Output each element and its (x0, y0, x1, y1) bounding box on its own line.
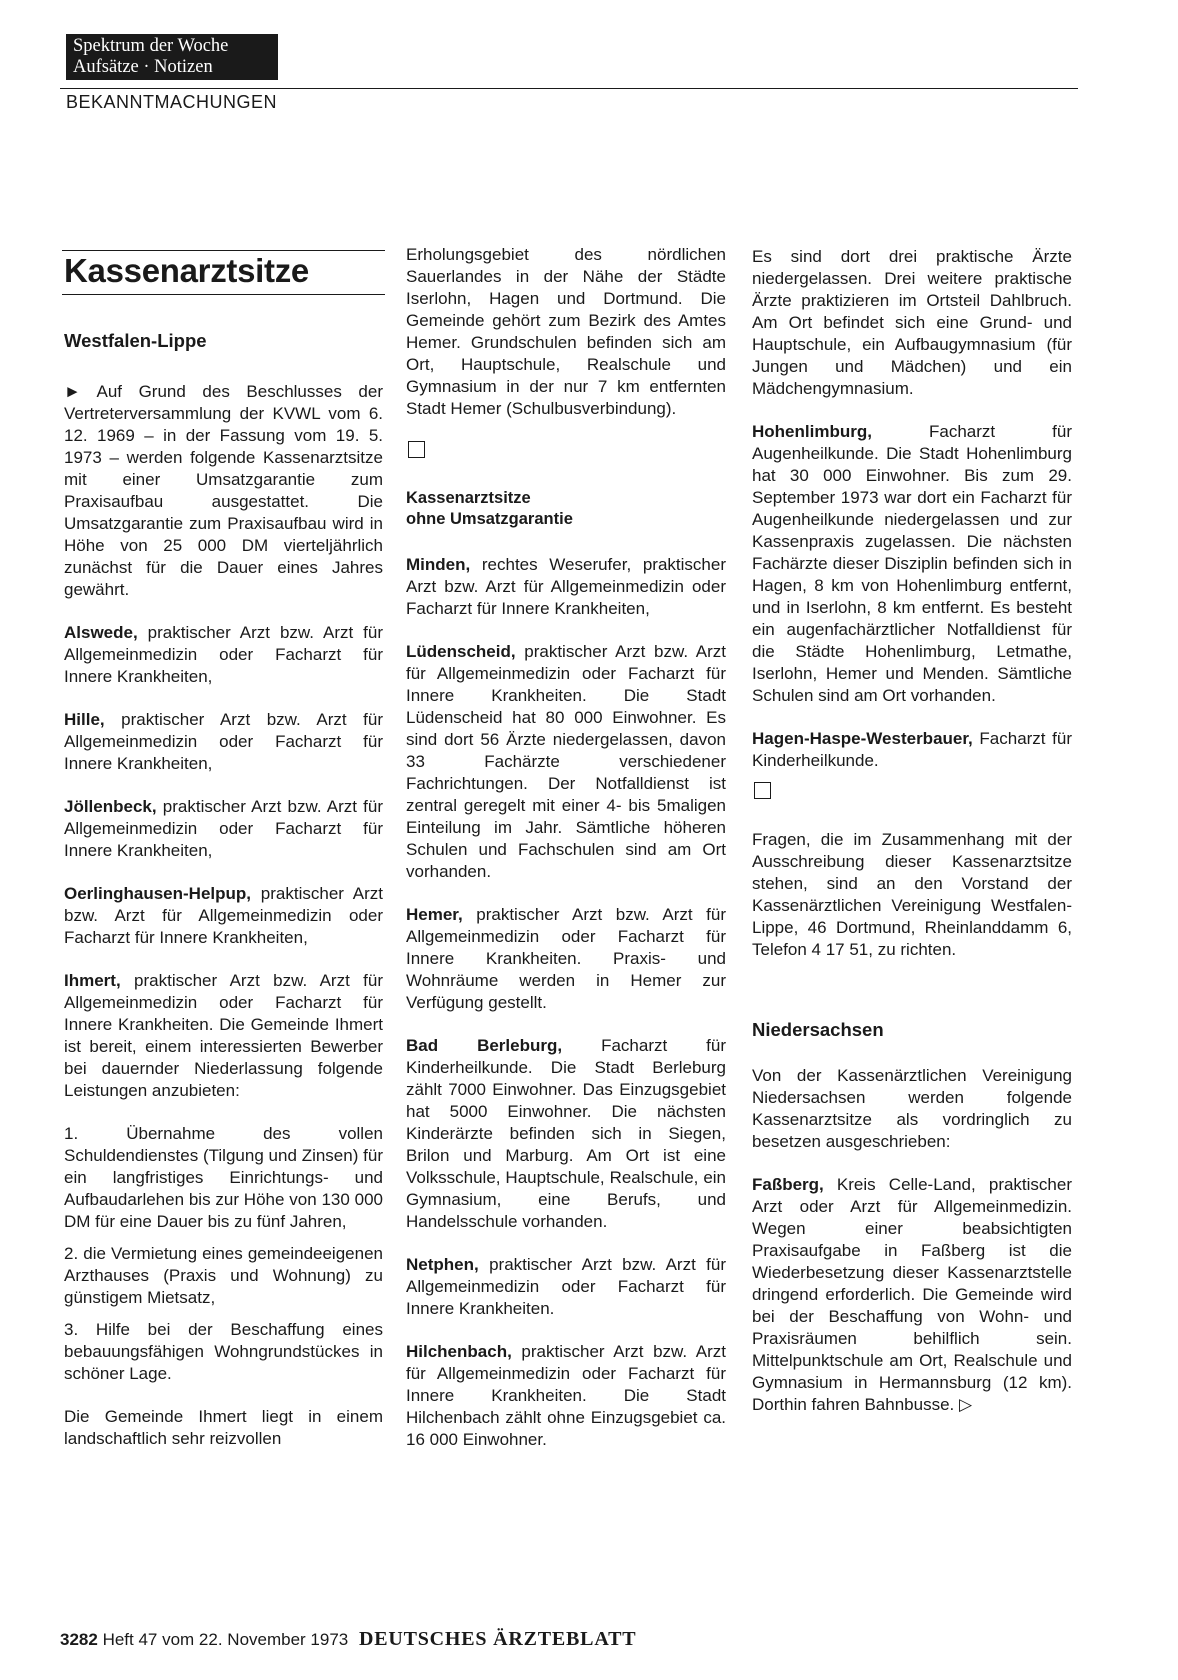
top-rule (60, 88, 1078, 89)
closing-paragraph: Die Gemeinde Ihmert liegt in einem landschaftlich sehr reizvollen (64, 1407, 383, 1448)
publication-name: DEUTSCHES ÄRZTEBLATT (358, 1628, 637, 1650)
list-item: 2. die Vermietung eines gemeindeeigenen Arzthauses (Praxis und Wohnung) zu günstigem Mietsatz, (64, 1244, 383, 1307)
subhead-niedersachsen: Niedersachsen (752, 1019, 884, 1040)
entry: Ihmert, praktischer Arzt bzw. Arzt für Allgemeinmedizin oder Facharzt für Innere Krankheiten. Die Gemeinde Ihmert ist bereit, einem interessierten Bewerber bei dauernder Niederlassung folgende Leistungen anzubieten: (64, 971, 383, 1100)
questions-paragraph: Fragen, die im Zusammenhang mit der Ausschreibung dieser Kassenarztsitze stehen, sind an den Vorstand der Kassenärztlichen Vereinigung Westfalen-Lippe, 46 Dortmund, Rheinlanddamm 6, Telefon 4 17 51, zu richten. (752, 830, 1072, 959)
page-footer (60, 1628, 636, 1651)
title-rule-top (62, 250, 385, 251)
entry: Alswede, praktischer Arzt bzw. Arzt für Allgemeinmedizin oder Facharzt für Innere Krankheiten, (64, 623, 383, 686)
entry: Netphen, praktischer Arzt bzw. Arzt für Allgemeinmedizin oder Facharzt für Innere Krankheiten. (406, 1255, 726, 1318)
square-divider-icon (408, 441, 425, 458)
entry: Hille, praktischer Arzt bzw. Arzt für Allgemeinmedizin oder Facharzt für Innere Krankheiten, (64, 710, 383, 773)
entry: Hemer, praktischer Arzt bzw. Arzt für Allgemeinmedizin oder Facharzt für Innere Krankheiten. Praxis- und Wohnräume werden in Hemer zur Verfügung gestellt. (406, 905, 726, 1012)
entry: Hagen-Haspe-Westerbauer, Facharzt für Kinderheilkunde. (752, 729, 1072, 770)
header-box-line1: Spektrum der Woche (73, 36, 229, 56)
entry: Minden, rechtes Weserufer, praktischer Arzt bzw. Arzt für Allgemeinmedizin oder Facharzt für Innere Krankheiten, (406, 555, 726, 618)
header-box-line2: Aufsätze · Notizen (73, 57, 213, 77)
continuation-paragraph: Es sind dort drei praktische Ärzte niedergelassen. Drei weitere praktische Ärzte praktizieren im Ortsteil Dahlbruch. Am Ort befindet sich eine Grund- und Hauptschule, ein Aufbaugymnasium (für Jungen und Mädchen) und ein Mädchengymnasium. (752, 247, 1072, 398)
title-rule-bottom (62, 294, 385, 295)
column-3 (752, 246, 1072, 1437)
section-label: BEKANNTMACHUNGEN (66, 92, 278, 112)
subhead-westfalen-lippe: Westfalen-Lippe (64, 330, 207, 351)
triangle-bullet-icon: ► (64, 382, 81, 401)
continuation-paragraph: Erholungsgebiet des nördlichen Sauerlandes in der Nähe der Städte Iserlohn, Hagen und Dortmund. Die Gemeinde gehört zum Bezirk des Amtes Hemer. Grundschulen befinden sich am Ort, Hauptschule, Realschule und Gymnasium in der nur 7 km entfernten Stadt Hemer (Schulbusverbindung). (406, 245, 726, 418)
list-item: 3. Hilfe bei der Beschaffung eines bebauungsfähigen Wohngrundstückes in schöner Lage. (64, 1320, 383, 1383)
section-header-box (66, 34, 278, 80)
issue-info: Heft 47 vom 22. November 1973 (102, 1630, 349, 1649)
list-item: 1. Übernahme des vollen Schuldendienstes (Tilgung und Zinsen) für ein langfristiges Einrichtungs- und Aufbaudarlehen bis zur Höhe von 130 000 DM für eine Dauer bis zu fünf Jahren, (64, 1124, 383, 1231)
square-divider-icon (754, 782, 771, 799)
page-title: Kassenarztsitze (64, 252, 309, 289)
entry: Hohenlimburg, Facharzt für Augenheilkunde. Die Stadt Hohenlimburg hat 30 000 Einwohner. Bis zum 29. September 1973 war dort ein Facharzt für Augenheilkunde niedergelassen und zur Kassenpraxis zugelassen. Die nächsten Fachärzte dieser Disziplin befinden sich in Hagen, 8 km von Hohenlimburg entfernt, und in Iserlohn, 8 km entfernt. Es besteht ein augenfachärztlicher Notfalldienst für die Städte Hohenlimburg, Letmathe, Iserlohn, Hemer und Menden. Sämtliche Schulen sind am Ort vorhanden. (752, 422, 1072, 705)
entry: Bad Berleburg, Facharzt für Kinderheilkunde. Die Stadt Berleburg zählt 7000 Einwohner. Das Einzugsgebiet hat 5000 Einwohner. Die nächsten Kinderärzte befinden sich in Siegen, Brilon und Marburg. Am Ort ist eine Volksschule, Hauptschule, Realschule, ein Gymnasium, eine Berufs, und Handelsschule vorhanden. (406, 1036, 727, 1231)
niedersachsen-intro: Von der Kassenärztlichen Vereinigung Niedersachsen werden folgende Kassenarztsitze als vordringlich zu besetzen ausgeschrieben: (752, 1066, 1072, 1151)
subhead-ohne-umsatzgarantie: Kassenarztsitze ohne Umsatzgarantie (406, 489, 573, 528)
entry: Oerlinghausen-Helpup, praktischer Arzt bzw. Arzt für Allgemeinmedizin oder Facharzt für Innere Krankheiten, (64, 884, 383, 947)
entry: Faßberg, Kreis Celle-Land, praktischer Arzt oder Arzt für Allgemeinmedizin. Wegen einer beabsichtigten Praxisaufgabe in Faßberg ist die Wiederbesetzung dieser Kassenarztstelle dringend erforderlich. Die Gemeinde wird bei der Beschaffung von Wohn- und Praxisräumen behilflich sein. Mittelpunktschule am Ort, Realschule und Gymnasium in Hermannsburg (12 km). Dorthin fahren Bahnbusse. ▷ (752, 1175, 1072, 1414)
intro-paragraph: ► Auf Grund des Beschlusses der Vertreterversammlung der KVWL vom 6. 12. 1969 – in der Fassung vom 19. 5. 1973 – werden folgende Kassenarztsitze mit einer Umsatzgarantie zum Praxisaufbau ausgestattet. Die Umsatzgarantie zum Praxisaufbau wird in Höhe von 25 000 DM vierteljährlich zunächst für die Dauer eines Jahres gewährt. (64, 382, 383, 599)
page-number: 3282 (60, 1630, 98, 1649)
entry: Lüdenscheid, praktischer Arzt bzw. Arzt für Allgemeinmedizin oder Facharzt für Innere Krankheiten. Die Stadt Lüdenscheid hat 80 000 Einwohner. Es sind dort 56 Ärzte niedergelassen, davon 33 Fachärzte verschiedener Fachrichtungen. Der Notfalldienst ist zentral geregelt mit einer 4- bis 5maligen Einteilung im Jahr. Sämtliche höheren Schulen und Fachschulen sind am Ort vorhanden. (406, 642, 726, 881)
column-1 (64, 330, 383, 1471)
entry: Hilchenbach, praktischer Arzt bzw. Arzt für Allgemeinmedizin oder Facharzt für Innere Krankheiten. Die Stadt Hilchenbach zählt ohne Einzugsgebiet ca. 16 000 Einwohner. (406, 1342, 726, 1449)
entry: Jöllenbeck, praktischer Arzt bzw. Arzt für Allgemeinmedizin oder Facharzt für Innere Krankheiten, (64, 797, 383, 860)
column-2 (406, 244, 726, 1472)
